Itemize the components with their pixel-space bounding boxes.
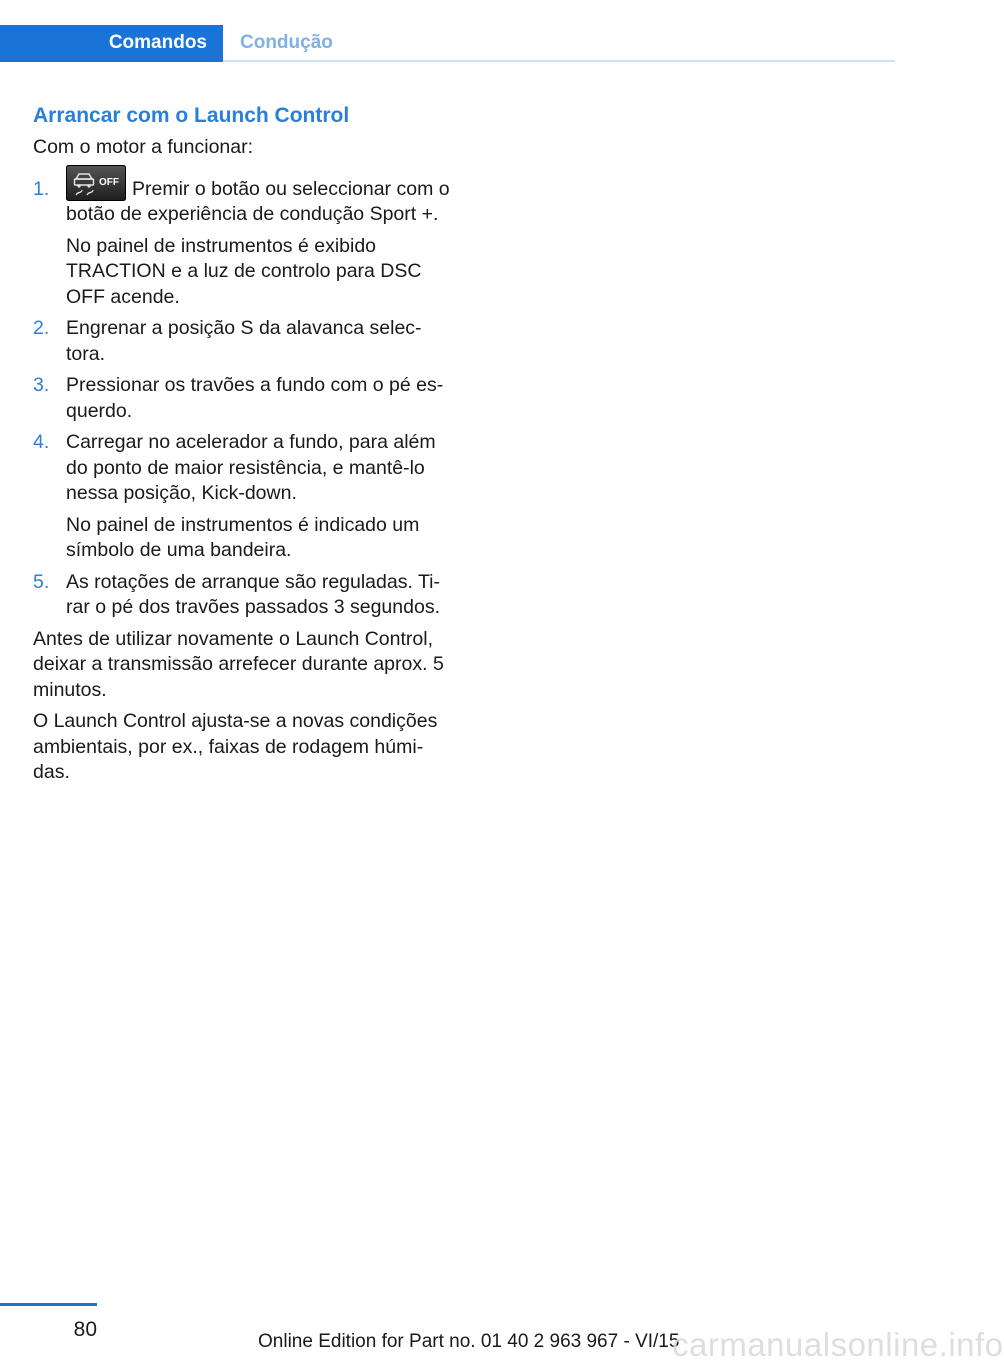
step-1 [33,177,453,311]
edition-note: Online Edition for Part no. 01 40 2 963 967 - VI/15 [258,1331,680,1352]
step-text [66,177,453,228]
step-note: No painel de instrumentos é exibido TRACTION e a luz de controlo para DSC OFF acende. [66,234,422,308]
step-text: Pressionar os travões a fundo com o pé es-querdo. [66,374,444,422]
step-text: Carregar no acelerador a fundo, para além do ponto de maior resistência, e mantê-lo nessa posição, Kick-down. [66,431,436,504]
step-number: 1. [33,177,50,200]
step-text: As rotações de arranque são reguladas. Ti-rar o pé dos travões passados 3 segundos. [66,570,440,618]
step-number: 2. [33,317,50,339]
step-1-text: Premir o botão ou seleccionar com o botão de experiência de condução Sport +. [66,177,450,225]
section-intro: Com o motor a funcionar: [33,136,254,158]
step-2 [33,316,453,367]
step-3 [33,373,453,424]
footer-accent-line [0,1303,97,1306]
step-5 [33,570,453,621]
paragraph-cooldown: Antes de utilizar novamente o Launch Control, deixar a transmissão arrefecer durante aprox. 5 minutos. [33,627,444,701]
step-4 [33,430,453,564]
paragraph-conditions: O Launch Control ajusta-se a novas condições ambientais, por ex., faixas de rodagem húmi-das. [33,710,438,783]
step-number: 3. [33,374,50,396]
steps-list [33,177,453,621]
main-content [33,101,453,792]
step-note: No painel de instrumentos é indicado um símbolo de uma bandeira. [66,513,420,561]
dsc-off-icon [66,165,126,201]
tab-conducao[interactable]: Condução [240,32,333,53]
dsc-off-label: OFF [99,176,119,188]
watermark: carmanualsonline.info [672,1326,1004,1363]
header-tab-bar [0,25,895,62]
step-number: 4. [33,431,50,453]
step-number: 5. [33,570,50,593]
step-text: Engrenar a posição S da alavanca selec-tora. [66,317,422,365]
page-number: 80 [73,1318,97,1341]
section-title: Arrancar com o Launch Control [33,104,350,127]
tab-comandos[interactable]: Comandos [0,25,223,62]
